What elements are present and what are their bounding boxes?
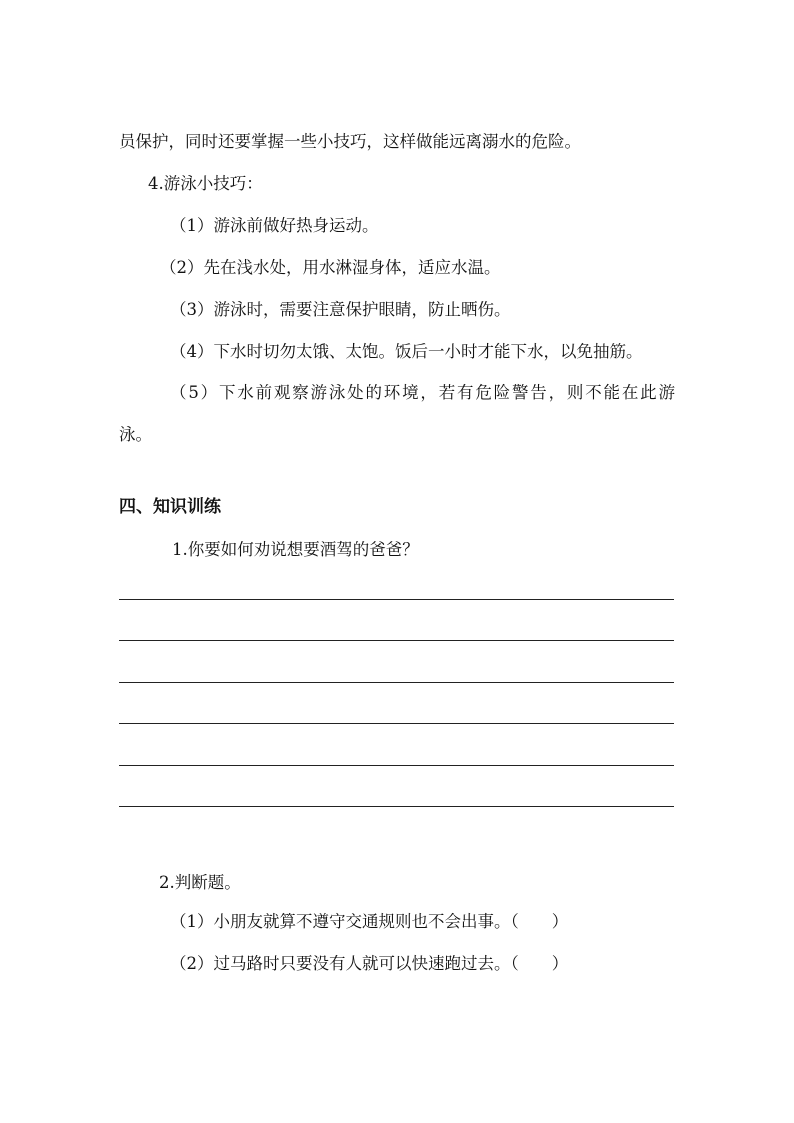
- answer-line-6[interactable]: [119, 806, 674, 807]
- section-heading: 四、知识训练: [119, 497, 221, 517]
- tip-item-5-continued: 泳。: [119, 425, 152, 444]
- judgment-item-2: （2）过马路时只要没有人就可以快速跑过去。（ ）: [170, 954, 569, 973]
- tip-item-1: （1）游泳前做好热身运动。: [170, 216, 379, 235]
- tip-item-2: （2）先在浅水处，用水淋湿身体，适应水温。: [160, 258, 501, 277]
- question-2: 2.判断题。: [159, 873, 241, 892]
- answer-line-1[interactable]: [119, 599, 674, 600]
- tip-item-4: （4）下水时切勿太饿、太饱。饭后一小时才能下水，以免抽筋。: [170, 342, 643, 361]
- judgment-item-1: （1）小朋友就算不遵守交通规则也不会出事。（ ）: [170, 912, 569, 931]
- tips-title: 4.游泳小技巧：: [148, 174, 263, 193]
- answer-line-3[interactable]: [119, 682, 674, 683]
- answer-line-4[interactable]: [119, 723, 674, 724]
- answer-line-2[interactable]: [119, 640, 674, 641]
- tip-item-5: （5）下水前观察游泳处的环境，若有危险警告，则不能在此游: [170, 383, 675, 402]
- question-1: 1.你要如何劝说想要酒驾的爸爸？: [172, 540, 419, 559]
- paragraph-safety-tail: 员保护，同时还要掌握一些小技巧，这样做能远离溺水的危险。: [119, 132, 581, 151]
- answer-line-5[interactable]: [119, 765, 674, 766]
- tip-item-3: （3）游泳时，需要注意保护眼睛，防止晒伤。: [170, 300, 511, 319]
